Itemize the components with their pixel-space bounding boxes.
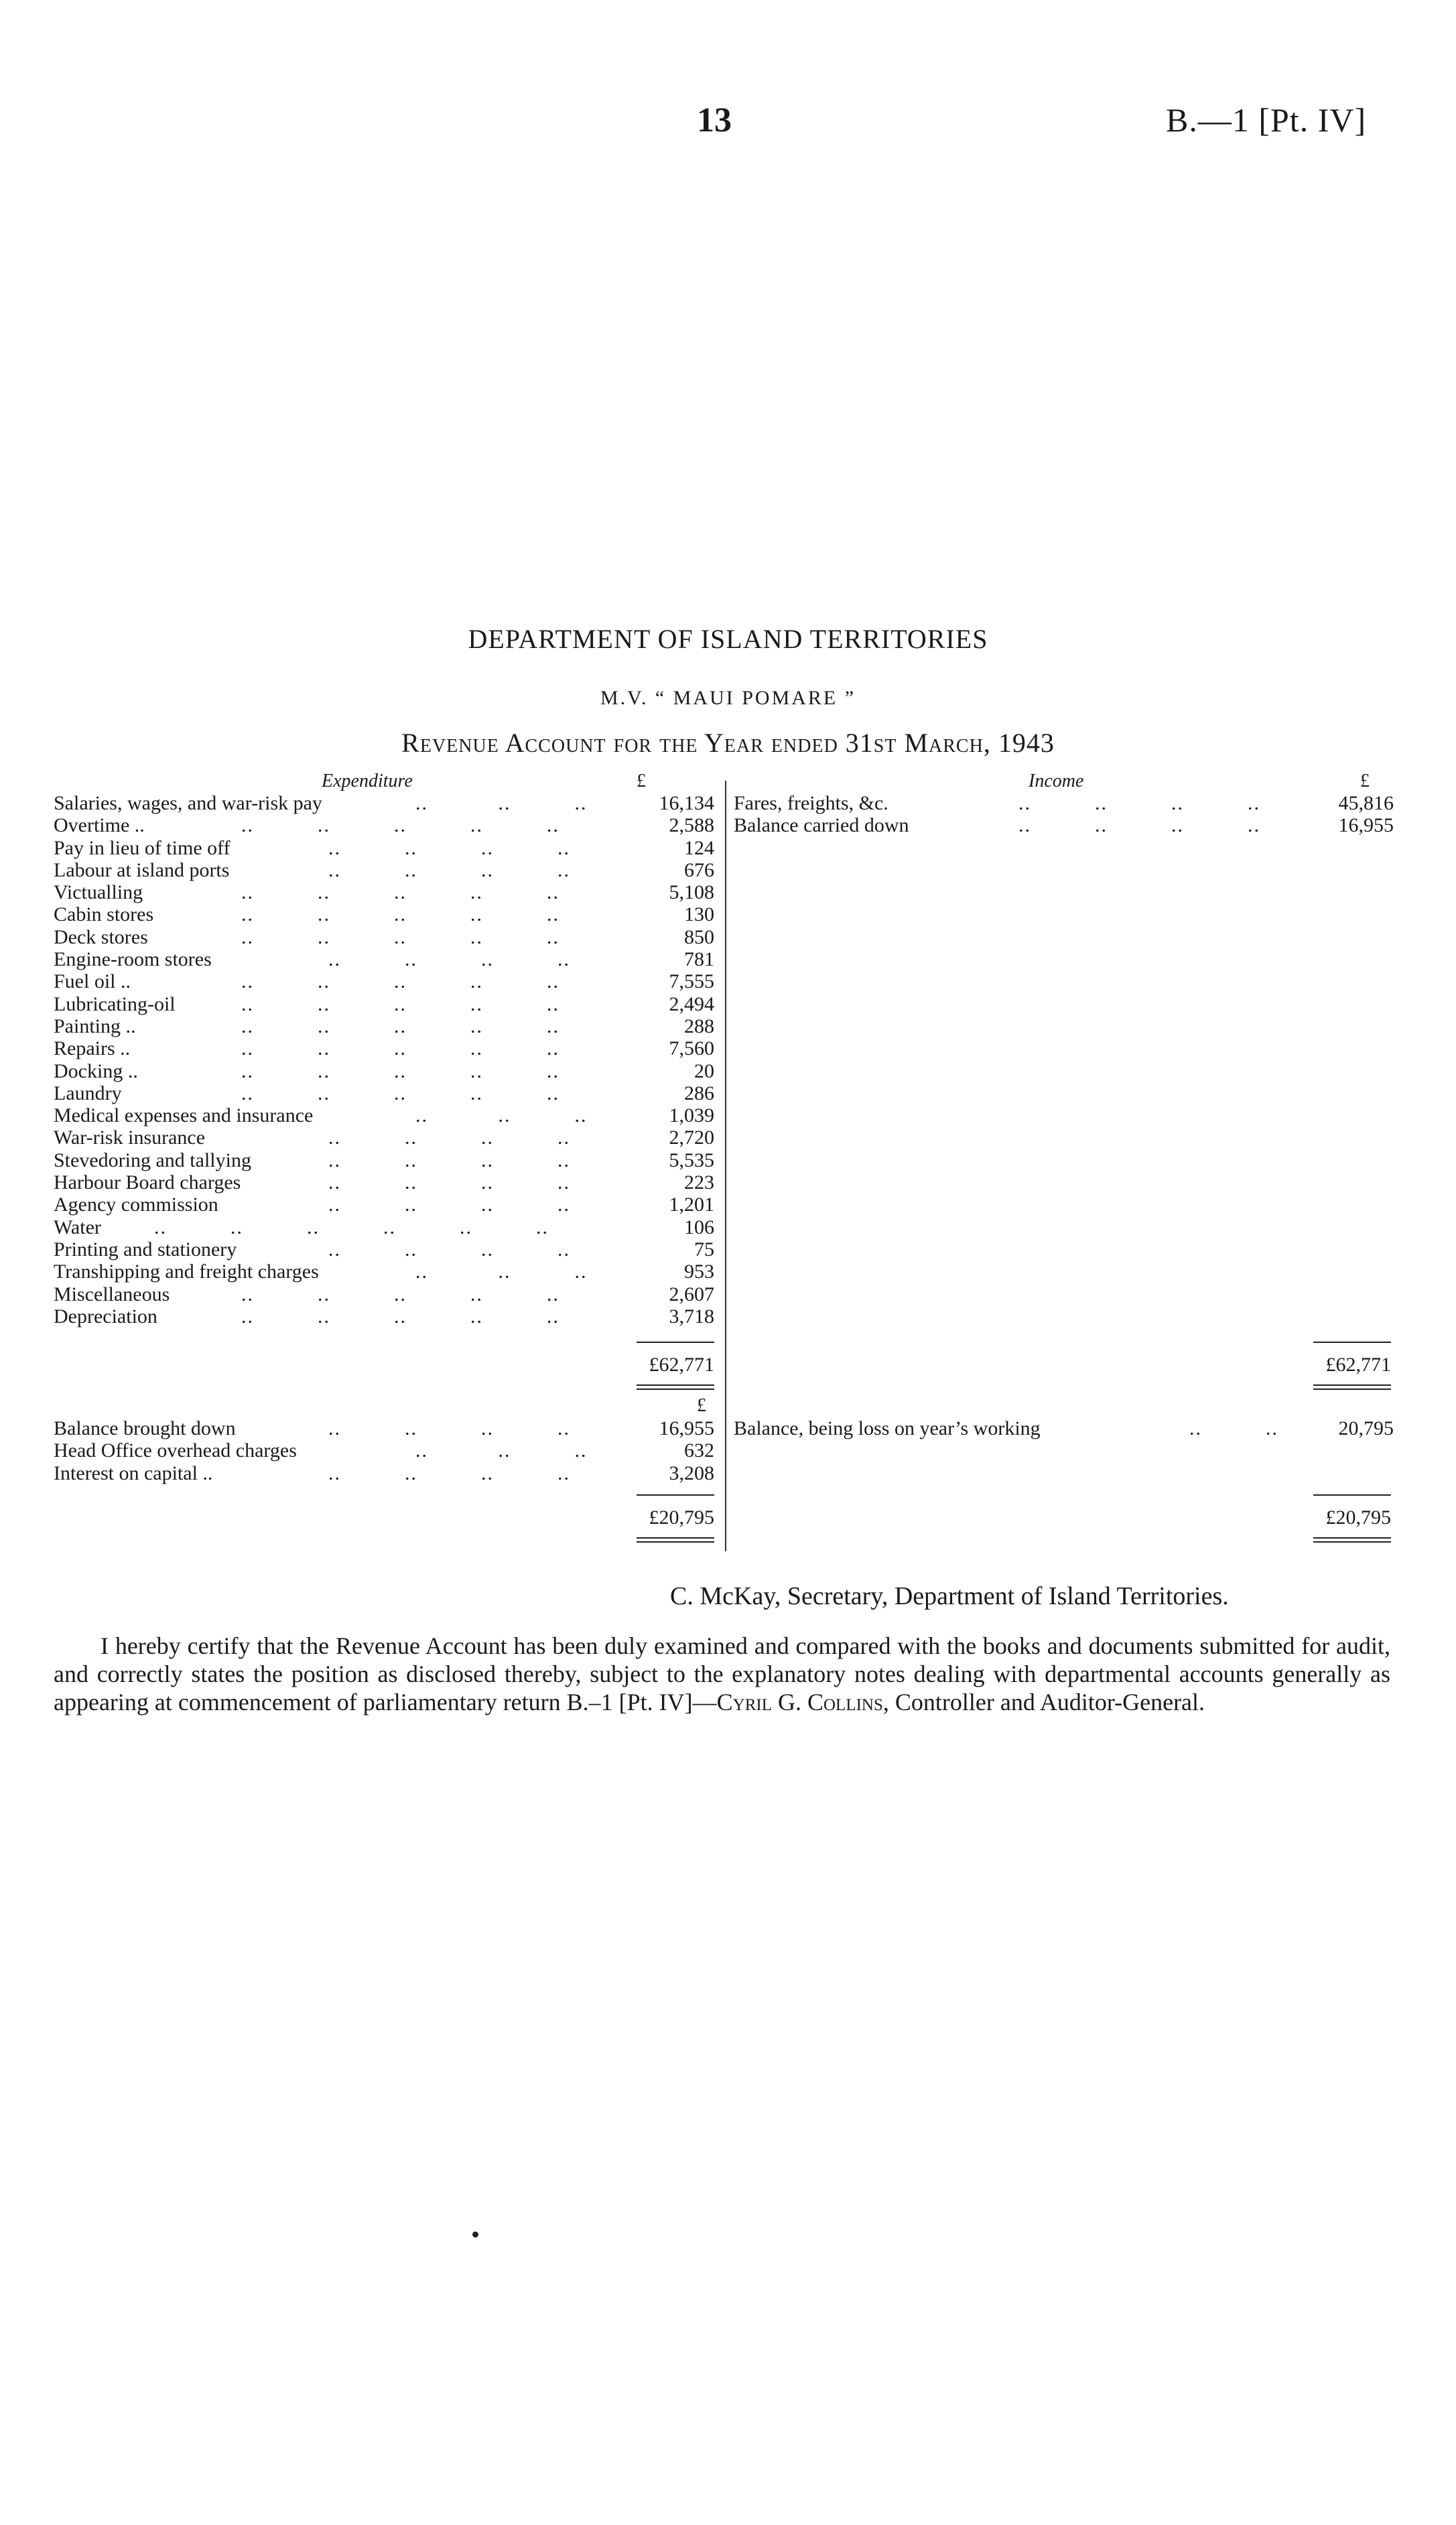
vessel-name: M.V. “ MAUI POMARE ” [600, 687, 856, 709]
income-label: Balance carried down [734, 814, 909, 837]
income-heading: Income [1029, 771, 1084, 791]
credit-row: Balance, being loss on year’s working .. .. 20,795 [734, 1417, 1394, 1439]
income-row: Fares, freights, &c. .. .. .. .. 45,816 [734, 792, 1394, 814]
credit-subtotal-rule [1313, 1494, 1391, 1496]
expenditure-amount: 286 [684, 1082, 714, 1104]
debit-amount: 632 [684, 1439, 714, 1462]
expenditure-label: Printing and stationery [54, 1238, 237, 1260]
income-label: Fares, freights, &c. [734, 792, 888, 814]
column-divider [725, 781, 726, 1551]
expenditure-label: Stevedoring and tallying [54, 1149, 251, 1171]
expenditure-currency-heading: £ [637, 771, 646, 791]
expenditure-label: Fuel oil .. [54, 970, 131, 993]
expenditure-amount: 124 [684, 836, 714, 859]
expenditure-row: Overtime .. .. .. .. .. .. 2,588 [54, 814, 714, 837]
expenditure-heading: Expenditure [322, 771, 413, 791]
expenditure-amount: 2,588 [669, 814, 714, 837]
expenditure-row: Miscellaneous .. .. .. .. .. 2,607 [54, 1283, 714, 1305]
expenditure-label: Deck stores [54, 925, 148, 948]
expenditure-total-rule [637, 1384, 714, 1386]
debit-label: Head Office overhead charges [54, 1439, 297, 1462]
auditor-name: Cyril G. Collins [716, 1689, 883, 1715]
second-currency-heading: £ [697, 1395, 706, 1416]
expenditure-amount: 7,555 [669, 970, 714, 993]
expenditure-total: £62,771 [649, 1354, 714, 1376]
expenditure-label: Laundry [54, 1082, 122, 1104]
expenditure-row: Deck stores .. .. .. .. .. 850 [54, 925, 714, 948]
expenditure-row: Lubricating-oil .. .. .. .. .. 2,494 [54, 992, 714, 1015]
income-row: Balance carried down .. .. .. .. 16,955 [734, 814, 1394, 837]
expenditure-amount: 16,134 [659, 792, 714, 814]
expenditure-amount: 2,494 [669, 992, 714, 1015]
debit-list [54, 1417, 714, 1484]
debit-total-rule [637, 1537, 714, 1539]
expenditure-label: Depreciation [54, 1305, 157, 1328]
debit-row: Head Office overhead charges .. .. .. 632 [54, 1439, 714, 1462]
expenditure-amount: 3,718 [669, 1305, 714, 1328]
expenditure-row: Painting .. .. .. .. .. .. 288 [54, 1015, 714, 1037]
expenditure-label: Water [54, 1216, 101, 1238]
expenditure-row: Salaries, wages, and war-risk pay .. .. .. 16,134 [54, 792, 714, 814]
expenditure-label: Repairs .. [54, 1037, 131, 1060]
expenditure-amount: 953 [684, 1260, 714, 1283]
expenditure-amount: 7,560 [669, 1037, 714, 1060]
expenditure-label: War-risk insurance [54, 1126, 206, 1149]
expenditure-label: Pay in lieu of time off [54, 836, 230, 859]
income-amount: 16,955 [1338, 814, 1394, 837]
expenditure-amount: 1,201 [669, 1193, 714, 1216]
debit-total: £20,795 [649, 1506, 714, 1529]
expenditure-label: Painting .. [54, 1015, 136, 1037]
expenditure-amount: 20 [694, 1059, 714, 1082]
expenditure-row: Agency commission .. .. .. .. 1,201 [54, 1193, 714, 1216]
expenditure-row: Depreciation .. .. .. .. .. 3,718 [54, 1305, 714, 1328]
expenditure-row: Printing and stationery .. .. .. .. 75 [54, 1238, 714, 1260]
expenditure-row: Labour at island ports .. .. .. .. 676 [54, 858, 714, 881]
secretary-signature: C. McKay, Secretary, Department of Island Territories. [670, 1582, 1229, 1610]
income-subtotal-rule [1313, 1342, 1391, 1343]
expenditure-label: Harbour Board charges [54, 1171, 241, 1194]
expenditure-subtotal-rule [637, 1342, 714, 1343]
expenditure-label: Overtime .. [54, 814, 145, 837]
expenditure-amount: 130 [684, 903, 714, 926]
expenditure-row: Docking .. .. .. .. .. .. 20 [54, 1059, 714, 1082]
expenditure-row: Victualling .. .. .. .. .. 5,108 [54, 881, 714, 904]
income-total: £62,771 [1325, 1354, 1391, 1376]
expenditure-amount: 781 [684, 948, 714, 971]
expenditure-label: Salaries, wages, and war-risk pay [54, 792, 322, 814]
expenditure-row: Water .. .. .. .. .. .. 106 [54, 1216, 714, 1238]
expenditure-amount: 5,535 [669, 1149, 714, 1171]
income-total-double-rule [1313, 1388, 1391, 1390]
expenditure-amount: 2,607 [669, 1283, 714, 1305]
credit-amount: 20,795 [1338, 1417, 1394, 1439]
expenditure-amount: 223 [684, 1171, 714, 1194]
account-title: Revenue Account for the Year ended 31st March, 1943 [401, 728, 1055, 758]
expenditure-row: Pay in lieu of time off .. .. .. .. 124 [54, 836, 714, 859]
certificate-text: I hereby certify that the Revenue Account has been duly examined and compared with the books and documents submitted for audit, and correctly states the position as disclosed thereby, subject to the explanatory notes dealing with departmental accounts generally as appearing at commencement of parliamentary return B.–1 [Pt. IV]— [54, 1632, 1390, 1715]
debit-row: Balance brought down .. .. .. .. 16,955 [54, 1417, 714, 1439]
expenditure-label: Medical expenses and insurance [54, 1104, 314, 1127]
credit-total-double-rule [1313, 1541, 1391, 1543]
expenditure-amount: 850 [684, 925, 714, 948]
credit-list [734, 1417, 1394, 1439]
expenditure-label: Labour at island ports [54, 858, 230, 881]
expenditure-label: Miscellaneous [54, 1283, 170, 1305]
expenditure-row: Fuel oil .. .. .. .. .. .. 7,555 [54, 970, 714, 993]
expenditure-label: Transhipping and freight charges [54, 1260, 319, 1283]
expenditure-row: Transhipping and freight charges .. .. .. 953 [54, 1260, 714, 1283]
credit-total-rule [1313, 1537, 1391, 1539]
department-title: DEPARTMENT OF ISLAND TERRITORIES [468, 624, 988, 654]
debit-total-double-rule [637, 1541, 714, 1543]
document-reference: B.—1 [Pt. IV] [1166, 101, 1367, 139]
expenditure-label: Victualling [54, 881, 143, 904]
expenditure-amount: 288 [684, 1015, 714, 1037]
income-currency-heading: £ [1360, 771, 1370, 791]
expenditure-row: Harbour Board charges .. .. .. .. 223 [54, 1171, 714, 1194]
expenditure-row: Stevedoring and tallying .. .. .. .. 5,535 [54, 1149, 714, 1171]
expenditure-amount: 676 [684, 858, 714, 881]
audit-certificate [54, 1632, 1390, 1716]
expenditure-label: Lubricating-oil [54, 992, 176, 1015]
expenditure-row: Repairs .. .. .. .. .. .. 7,560 [54, 1037, 714, 1060]
debit-amount: 3,208 [669, 1462, 714, 1484]
income-list [734, 792, 1394, 837]
expenditure-row: War-risk insurance .. .. .. .. 2,720 [54, 1126, 714, 1149]
debit-subtotal-rule [637, 1494, 714, 1496]
expenditure-amount: 2,720 [669, 1126, 714, 1149]
auditor-title: , Controller and Auditor-General. [882, 1689, 1205, 1715]
debit-label: Interest on capital .. [54, 1462, 213, 1484]
expenditure-label: Cabin stores [54, 903, 154, 926]
debit-row: Interest on capital .. .. .. .. .. 3,208 [54, 1462, 714, 1484]
debit-amount: 16,955 [659, 1417, 714, 1439]
expenditure-amount: 5,108 [669, 881, 714, 904]
credit-total: £20,795 [1325, 1506, 1391, 1529]
page-number: 13 [697, 101, 732, 139]
expenditure-amount: 75 [694, 1238, 714, 1260]
expenditure-list [54, 792, 714, 1328]
income-total-rule [1313, 1384, 1391, 1386]
expenditure-label: Engine-room stores [54, 948, 212, 971]
expenditure-total-double-rule [637, 1388, 714, 1390]
expenditure-row: Cabin stores .. .. .. .. .. 130 [54, 903, 714, 926]
expenditure-label: Agency commission [54, 1193, 218, 1216]
expenditure-row: Engine-room stores .. .. .. .. 781 [54, 948, 714, 971]
expenditure-amount: 1,039 [669, 1104, 714, 1127]
income-amount: 45,816 [1338, 792, 1394, 814]
debit-label: Balance brought down [54, 1417, 236, 1439]
expenditure-label: Docking .. [54, 1059, 138, 1082]
credit-label: Balance, being loss on year’s working [734, 1417, 1041, 1439]
ink-speck [472, 2231, 478, 2238]
expenditure-row: Laundry .. .. .. .. .. 286 [54, 1082, 714, 1104]
expenditure-amount: 106 [684, 1216, 714, 1238]
expenditure-row: Medical expenses and insurance .. .. .. 1,039 [54, 1104, 714, 1127]
